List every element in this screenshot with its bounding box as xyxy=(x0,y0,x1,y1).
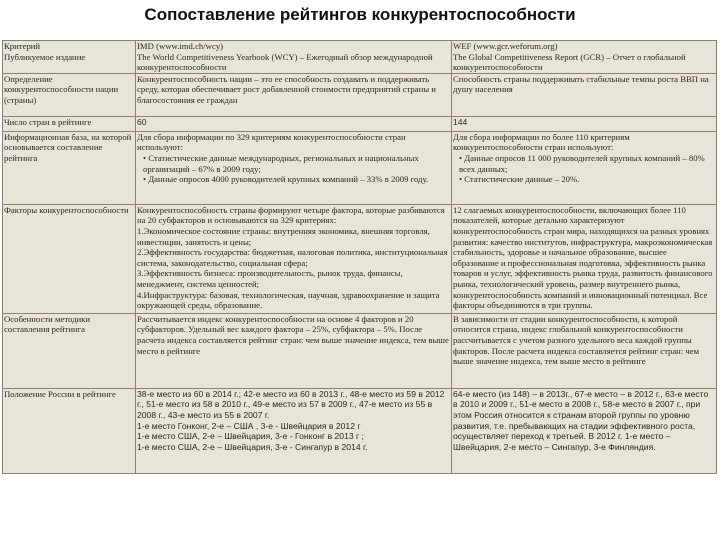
imd-cell xyxy=(136,388,452,473)
imd-factors-intro: Конкурентоспособность страны формируют четыре фактора, которые разбиваются на 20 субфакторов и основываются на 329 критериях: xyxy=(137,204,445,226)
wef-bullet: • Статистические данные – 20%. xyxy=(459,174,580,185)
imd-factor-item: 2.Эффективность государства: бюджетная, налоговая политика, институциональная система, законодательство, социальная сфера; xyxy=(137,247,448,268)
criterion-cell: Факторы конкурентоспособности xyxy=(3,204,136,313)
imd-leaders-line: 1-е место США, 2-е – Швейцария, 3-е - Гонконг в 2013 г ; xyxy=(137,431,364,442)
page-title: Сопоставление рейтингов конкурентоспособности xyxy=(144,5,576,24)
wef-cell xyxy=(452,41,717,74)
imd-header: IMD (www.imd.ch/wcy) xyxy=(137,41,224,51)
table-row xyxy=(3,204,717,313)
wef-cell: 12 слагаемых конкурентоспособности, включающих более 110 показателей, которые детально характеризуют конкурентоспособность стран мира, находящихся на разных уровнях развития: качество институтов, инфраструктура, макроэкономическая стабильность, здоровье и начальное образование, высшее образование и профессиональная подготовка, эффективность рынка товаров и услуг, эффективность рынка труда, развитость финансового рынка, технологический уровень, размер внутреннего рынка, конкурентоспособность компаний и инновационный потенциал. Все факторы объединяются в три группы. xyxy=(452,204,717,313)
imd-cell xyxy=(136,41,452,74)
wef-intro: Для сбора информации по более 110 критериям конкурентоспособности стран используют: xyxy=(453,131,630,153)
imd-factor-item: 1.Экономическое состояние страны: внутренняя экономика, внешняя торговля, инвестиции, занятость и цены; xyxy=(137,225,430,247)
criterion-cell: Число стран в рейтинге xyxy=(3,116,136,131)
criterion-label: Публикуемое издание xyxy=(4,51,86,62)
wef-cell: В зависимости от стадии конкурентоспособности, к которой относится страна, индекс глобальной конкурентоспособности рассчитывается с учетом разного удельного веса каждой группы факторов. После расчета индекса составляется рейтинг стран: чем выше значение индекса, тем выше место в рейтинге xyxy=(452,313,717,388)
imd-bullet: • Данные опросов 4000 руководителей крупных компаний – 33% в 2009 году. xyxy=(143,174,429,185)
criterion-cell: Особенности методики составления рейтинга xyxy=(3,313,136,388)
imd-publication: The World Competitiveness Yearbook (WCY) – Ежегодный обзор международной конкурентоспособности xyxy=(137,51,433,73)
wef-cell: 144 xyxy=(452,116,717,131)
table-row xyxy=(3,313,717,388)
imd-cell: Рассчитывается индекс конкурентоспособности на основе 4 факторов и 20 субфакторов. Удельный вес каждого фактора – 25%, субфактора – 5%. После расчета индекса составляется рейтинг стран: чем выше значение индекса, тем выше место в рейтинге xyxy=(136,313,452,388)
imd-factor-item: 4.Инфраструктура: базовая, технологическая, научная, здравоохранение и защита окружающей среды, образование. xyxy=(137,289,440,311)
comparison-table xyxy=(2,40,717,474)
table-row xyxy=(3,73,717,116)
wef-header: WEF (www.gcr.weforum.org) xyxy=(453,41,558,51)
criterion-cell: Положение России в рейтинге xyxy=(3,388,136,473)
table-row xyxy=(3,131,717,204)
imd-cell xyxy=(136,131,452,204)
wef-bullet: • Данные опросов 11 000 руководителей крупных компаний – 80% всех данных; xyxy=(459,152,705,174)
imd-cell: 60 xyxy=(136,116,452,131)
imd-factor-item: 3.Эффективность бизнеса: производительность, рынок труда, финансы, менеджмент, система ценностей; xyxy=(137,268,403,289)
criterion-cell: Определение конкурентоспособности нации (страны) xyxy=(3,73,136,116)
wef-publication: The Global Competitiveness Report (GCR) – Отчет о глобальной конкурентоспособности xyxy=(453,51,686,73)
imd-leaders-line: 1-е место Гонконг, 2-е – США , 3-е - Швейцария в 2012 г xyxy=(137,420,361,431)
imd-leaders-line: 1-е место США, 2-е – Швейцария, 3-е - Сингапур в 2014 г. xyxy=(137,441,368,452)
criterion-cell xyxy=(3,41,136,74)
imd-cell xyxy=(136,204,452,313)
imd-russia-ranks: 38-е место из 60 в 2014 г.; 42-е место из 60 в 2013 г., 48-е место из 59 в 2012 г., 51-е место из 58 в 2010 г., 49-е место из 57 в 2009 г., 47-е место из 55 в 2008 г., 43-е место из 55 в 2007 г. xyxy=(137,388,445,420)
wef-cell: Способность страны поддерживать стабильные темпы роста ВВП на душу населения xyxy=(452,73,717,116)
wef-cell xyxy=(452,131,717,204)
imd-intro: Для сбора информации по 329 критериям конкурентоспособности стран используют: xyxy=(137,131,406,153)
wef-cell: 64-е место (из 148) – в 2013г., 67-е место – в 2012 г., 63-е место в 2010 и 2009 г., 51-е место в 2008 г., 58-е место в 2007 г., при этом Россия относится к странам второй группы по уровню развития, т.е. пребывающих на стадии эффективного роста, осуществляет переход к третьей. В 2012 г. 1-е место – Швейцария, 2-е место – Сингапур, 3-е Финляндия. xyxy=(452,388,717,473)
table-row xyxy=(3,116,717,131)
imd-bullet: • Статистические данные международных, региональных и национальных организаций – 67% в 2009 году; xyxy=(143,152,419,174)
table-row xyxy=(3,388,717,473)
criterion-cell: Информационная база, на которой основывается составление рейтинга xyxy=(3,131,136,204)
imd-cell: Конкурентоспособность нации – это ее способность создавать и поддерживать среду, которая обеспечивает рост добавленной стоимости предприятий страны и благосостояния ее граждан xyxy=(136,73,452,116)
table-row xyxy=(3,41,717,74)
criterion-header: Критерий xyxy=(4,41,41,51)
